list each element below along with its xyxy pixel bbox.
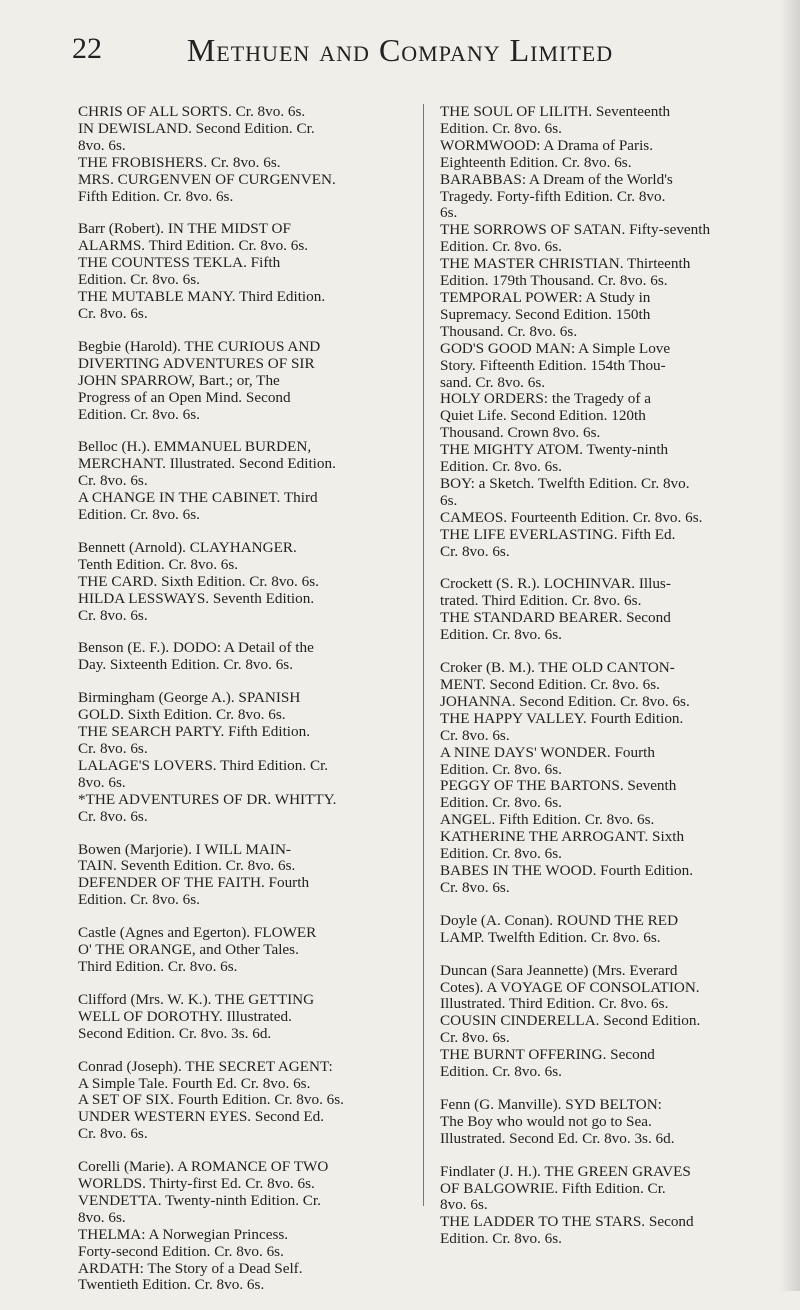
entry-line: Belloc (H.). EMMANUEL BURDEN, [78, 439, 312, 456]
entry-line: 8vo. 6s. [440, 1197, 488, 1214]
entry-line: Corelli (Marie). A ROMANCE OF TWO [78, 1159, 329, 1176]
entry-line: Croker (B. M.). THE OLD CANTON- [440, 660, 675, 677]
right-column [440, 104, 790, 1264]
entry-line: Thousand. Crown 8vo. 6s. [440, 425, 601, 442]
running-title: Methuen and Company Limited [186, 32, 614, 68]
entry-line: THE BURNT OFFERING. Second [440, 1047, 655, 1064]
entry-line: Story. Fifteenth Edition. 154th Thou- [440, 357, 666, 374]
entry-line: Clifford (Mrs. W. K.). THE GETTING [78, 991, 315, 1008]
entry-line: ANGEL. Fifth Edition. Cr. 8vo. 6s. [440, 812, 655, 829]
entry-line: Illustrated. Third Edition. Cr. 8vo. 6s. [440, 996, 669, 1013]
entry-line: Illustrated. Second Ed. Cr. 8vo. 3s. 6d. [440, 1130, 675, 1147]
entry-line: WORLDS. Thirty-first Ed. Cr. 8vo. 6s. [78, 1176, 315, 1193]
entry-line: THE MIGHTY ATOM. Twenty-ninth [440, 442, 669, 459]
entry-line: Second Edition. Cr. 8vo. 3s. 6d. [78, 1025, 272, 1042]
entry-line: Edition. Cr. 8vo. 6s. [440, 459, 562, 476]
catalogue-entry [440, 913, 790, 947]
entry-line: COUSIN CINDERELLA. Second Edition. [440, 1013, 701, 1030]
entry-line: Birmingham (George A.). SPANISH [78, 690, 301, 707]
entry-line: THE SEARCH PARTY. Fifth Edition. [78, 724, 310, 741]
entry-line: BARABBAS: A Dream of the World's [440, 171, 673, 188]
entry-line: THE SORROWS OF SATAN. Fifty-seventh [440, 222, 711, 239]
entry-line: Thousand. Cr. 8vo. 6s. [440, 323, 578, 340]
entry-line: A SET OF SIX. Fourth Edition. Cr. 8vo. 6s. [78, 1092, 344, 1109]
catalogue-entry [440, 576, 790, 644]
catalogue-entry [78, 640, 428, 674]
catalogue-entry [440, 963, 790, 1081]
entry-line: THE SOUL OF LILITH. Seventeenth [440, 104, 671, 120]
entry-line: Edition. Cr. 8vo. 6s. [78, 272, 200, 289]
entry-line: *THE ADVENTURES OF DR. WHITTY. [78, 791, 337, 808]
entry-line: DIVERTING ADVENTURES OF SIR [78, 355, 315, 372]
entry-line: Edition. Cr. 8vo. 6s. [440, 239, 562, 256]
entry-line: 8vo. 6s. [78, 774, 126, 791]
entry-line: Fifth Edition. Cr. 8vo. 6s. [78, 188, 234, 205]
entry-line: Fenn (G. Manville). SYD BELTON: [440, 1096, 662, 1113]
entry-line: CAMEOS. Fourteenth Edition. Cr. 8vo. 6s. [440, 509, 703, 526]
entry-line: Bowen (Marjorie). I WILL MAIN- [78, 841, 291, 858]
entry-line: Forty-second Edition. Cr. 8vo. 6s. [78, 1243, 284, 1260]
entry-line: DEFENDER OF THE FAITH. Fourth [78, 875, 310, 892]
entry-line: CHRIS OF ALL SORTS. Cr. 8vo. 6s. [78, 104, 306, 120]
entry-line: Tenth Edition. Cr. 8vo. 6s. [78, 556, 239, 573]
entry-line: Cotes). A VOYAGE OF CONSOLATION. [440, 979, 700, 996]
entry-line: Cr. 8vo. 6s. [78, 473, 148, 490]
entry-line: Doyle (A. Conan). ROUND THE RED [440, 912, 679, 929]
entry-line: 8vo. 6s. [78, 137, 126, 154]
entry-line: MERCHANT. Illustrated. Second Edition. [78, 456, 336, 473]
entry-line: THE STANDARD BEARER. Second [440, 610, 671, 627]
entry-line: Cr. 8vo. 6s. [440, 727, 510, 744]
catalogue-entry [78, 1159, 428, 1294]
entry-line: Edition. Cr. 8vo. 6s. [78, 406, 200, 423]
entry-line: Cr. 8vo. 6s. [78, 741, 148, 757]
entry-line: Edition. Cr. 8vo. 6s. [78, 892, 200, 909]
entry-line: JOHANNA. Second Edition. Cr. 8vo. 6s. [440, 693, 690, 710]
entry-line: Edition. 179th Thousand. Cr. 8vo. 6s. [440, 273, 668, 290]
left-column [78, 104, 428, 1310]
entry-line: A CHANGE IN THE CABINET. Third [78, 490, 318, 507]
entry-line: PEGGY OF THE BARTONS. Seventh [440, 778, 677, 795]
entry-line: MENT. Second Edition. Cr. 8vo. 6s. [440, 677, 660, 693]
entry-line: THE FROBISHERS. Cr. 8vo. 6s. [78, 154, 281, 171]
entry-line: A Simple Tale. Fourth Ed. Cr. 8vo. 6s. [78, 1075, 311, 1092]
entry-line: GOD'S GOOD MAN: A Simple Love [440, 340, 671, 357]
entry-line: THE LADDER TO THE STARS. Second [440, 1214, 694, 1231]
entry-line: Edition. Cr. 8vo. 6s. [440, 1064, 562, 1081]
entry-line: WELL OF DOROTHY. Illustrated. [78, 1008, 292, 1025]
entry-line: Edition. Cr. 8vo. 6s. [440, 795, 562, 812]
entry-line: ALARMS. Third Edition. Cr. 8vo. 6s. [78, 238, 309, 255]
entry-line: Findlater (J. H.). THE GREEN GRAVES [440, 1163, 691, 1180]
entry-line: TEMPORAL POWER: A Study in [440, 289, 651, 306]
entry-line: Cr. 8vo. 6s. [78, 1126, 148, 1143]
entry-line: Quiet Life. Second Edition. 120th [440, 408, 646, 425]
entry-line: IN DEWISLAND. Second Edition. Cr. [78, 120, 315, 137]
entry-line: LALAGE'S LOVERS. Third Edition. Cr. [78, 757, 329, 774]
catalogue-entry [440, 1164, 790, 1249]
entry-line: THELMA: A Norwegian Princess. [78, 1226, 289, 1243]
catalogue-entry [78, 925, 428, 976]
entry-line: Duncan (Sara Jeannette) (Mrs. Everard [440, 962, 678, 979]
catalogue-entry [78, 992, 428, 1043]
entry-line: OF BALGOWRIE. Fifth Edition. Cr. [440, 1180, 666, 1197]
entry-line: 6s. [440, 492, 458, 509]
entry-line: THE HAPPY VALLEY. Fourth Edition. [440, 710, 684, 727]
entry-line: Cr. 8vo. 6s. [440, 1030, 510, 1047]
entry-line: A NINE DAYS' WONDER. Fourth [440, 744, 655, 761]
entry-line: THE LIFE EVERLASTING. Fifth Ed. [440, 526, 676, 543]
entry-line: sand. Cr. 8vo. 6s. [440, 374, 546, 391]
entry-line: The Boy who would not go to Sea. [440, 1113, 652, 1130]
entry-line: Edition. Cr. 8vo. 6s. [78, 507, 200, 524]
page-edge-shadow [780, 0, 800, 1291]
catalogue-entry [78, 104, 428, 205]
entry-line: Edition. Cr. 8vo. 6s. [440, 627, 562, 644]
entry-line: Castle (Agnes and Egerton). FLOWER [78, 925, 317, 942]
catalogue-entry [440, 660, 790, 897]
page-header [0, 0, 800, 80]
entry-line: JOHN SPARROW, Bart.; or, The [78, 372, 280, 389]
entry-line: HOLY ORDERS: the Tragedy of a [440, 391, 651, 408]
catalogue-entry [78, 439, 428, 524]
page-number: 22 [72, 32, 102, 65]
entry-line: Supremacy. Second Edition. 150th [440, 306, 651, 323]
entry-line: Cr. 8vo. 6s. [440, 879, 510, 896]
entry-line: O' THE ORANGE, and Other Tales. [78, 942, 299, 959]
entry-line: Edition. Cr. 8vo. 6s. [440, 120, 562, 137]
entry-line: MRS. CURGENVEN OF CURGENVEN. [78, 171, 336, 188]
entry-line: WORMWOOD: A Drama of Paris. [440, 137, 654, 154]
entry-line: trated. Third Edition. Cr. 8vo. 6s. [440, 593, 642, 610]
catalogue-entry [78, 339, 428, 424]
entry-line: TAIN. Seventh Edition. Cr. 8vo. 6s. [78, 858, 296, 875]
entry-line: Day. Sixteenth Edition. Cr. 8vo. 6s. [78, 657, 294, 674]
entry-line: Conrad (Joseph). THE SECRET AGENT: [78, 1058, 333, 1075]
column-divider [423, 104, 424, 1206]
entry-line: Crockett (S. R.). LOCHINVAR. Illus- [440, 576, 671, 593]
entry-line: ARDATH: The Story of a Dead Self. [78, 1260, 303, 1277]
entry-line: THE MASTER CHRISTIAN. Thirteenth [440, 256, 691, 273]
entry-line: UNDER WESTERN EYES. Second Ed. [78, 1109, 325, 1126]
entry-line: THE COUNTESS TEKLA. Fifth [78, 255, 281, 272]
entry-line: THE CARD. Sixth Edition. Cr. 8vo. 6s. [78, 573, 319, 590]
entry-line: Cr. 8vo. 6s. [78, 607, 148, 624]
entry-line: BOY: a Sketch. Twelfth Edition. Cr. 8vo. [440, 475, 690, 492]
catalogue-entry [78, 221, 428, 322]
entry-line: Progress of an Open Mind. Second [78, 389, 291, 406]
catalogue-entry [78, 842, 428, 910]
entry-line: Benson (E. F.). DODO: A Detail of the [78, 640, 314, 657]
entry-line: Edition. Cr. 8vo. 6s. [440, 761, 562, 778]
entry-line: LAMP. Twelfth Edition. Cr. 8vo. 6s. [440, 929, 661, 946]
entry-line: GOLD. Sixth Edition. Cr. 8vo. 6s. [78, 707, 286, 724]
entry-line: Barr (Robert). IN THE MIDST OF [78, 221, 291, 238]
entry-line: Twentieth Edition. Cr. 8vo. 6s. [78, 1277, 265, 1294]
entry-line: THE MUTABLE MANY. Third Edition. [78, 289, 326, 306]
catalogue-entry [78, 540, 428, 625]
entry-line: KATHERINE THE ARROGANT. Sixth [440, 829, 685, 846]
entry-line: Tragedy. Forty-fifth Edition. Cr. 8vo. [440, 188, 666, 205]
entry-line: HILDA LESSWAYS. Seventh Edition. [78, 590, 315, 607]
entry-line: 6s. [440, 205, 458, 222]
entry-line: Cr. 8vo. 6s. [440, 543, 510, 560]
entry-line: Edition. Cr. 8vo. 6s. [440, 1231, 562, 1248]
entry-line: Third Edition. Cr. 8vo. 6s. [78, 958, 238, 975]
entry-line: Cr. 8vo. 6s. [78, 808, 148, 825]
entry-line: VENDETTA. Twenty-ninth Edition. Cr. [78, 1192, 321, 1209]
entry-line: Begbie (Harold). THE CURIOUS AND [78, 338, 321, 355]
entry-line: BABES IN THE WOOD. Fourth Edition. [440, 862, 693, 879]
catalogue-entry [78, 690, 428, 825]
entry-line: Cr. 8vo. 6s. [78, 305, 148, 322]
entry-line: Edition. Cr. 8vo. 6s. [440, 846, 562, 863]
catalogue-entry [78, 1059, 428, 1144]
entry-line: Bennett (Arnold). CLAYHANGER. [78, 539, 297, 556]
catalogue-entry [440, 104, 790, 560]
entry-line: Eighteenth Edition. Cr. 8vo. 6s. [440, 154, 632, 171]
catalogue-entry [440, 1097, 790, 1148]
entry-line: 8vo. 6s. [78, 1209, 126, 1226]
